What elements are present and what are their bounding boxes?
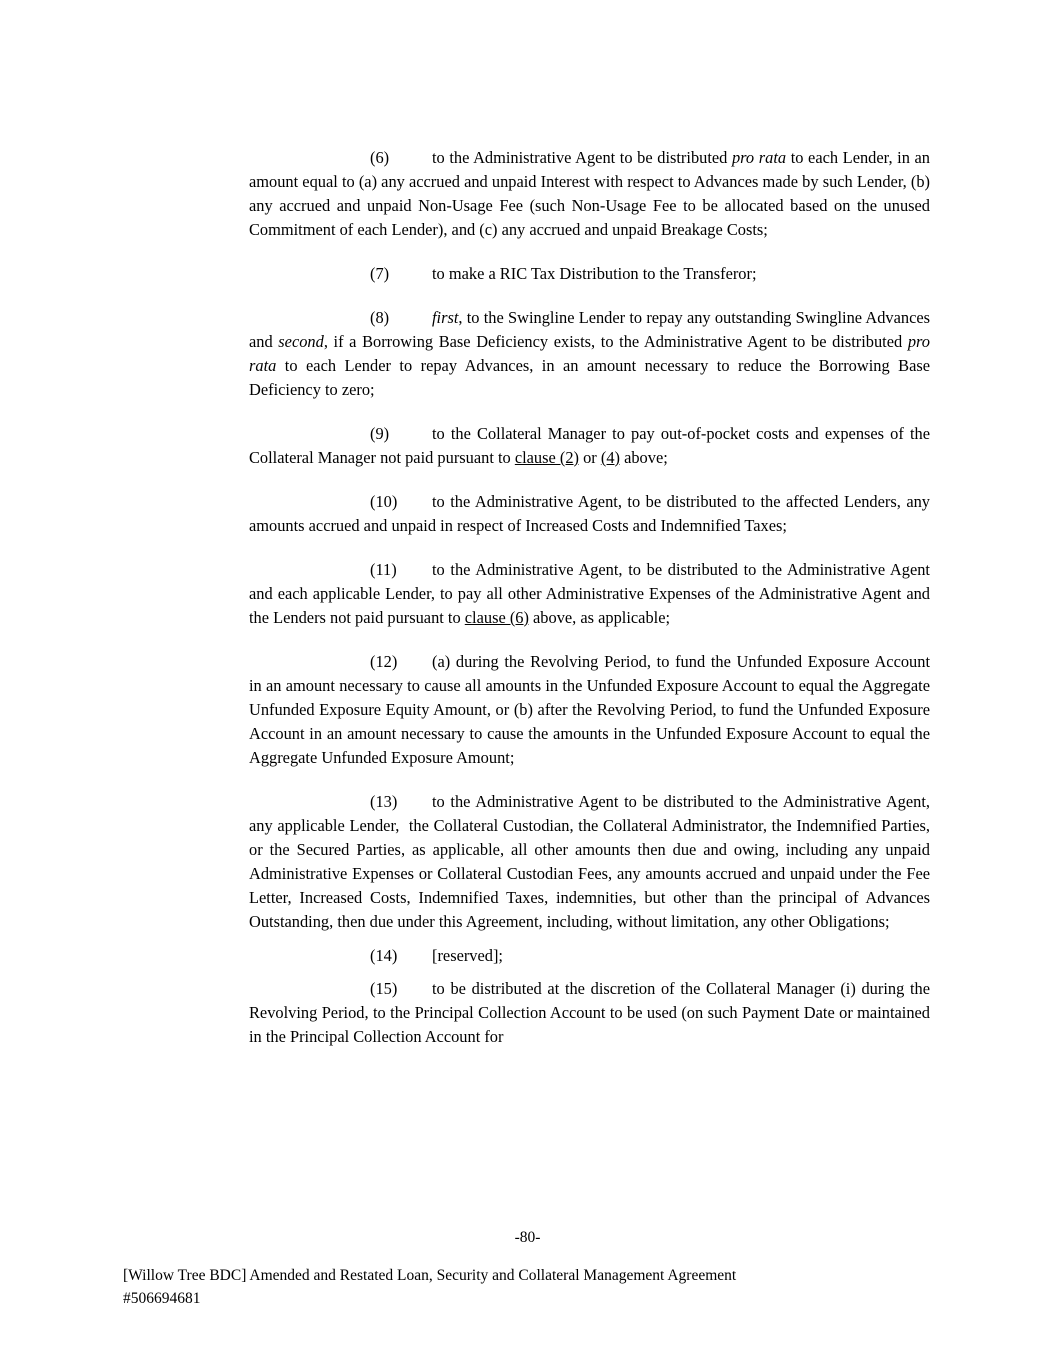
document-footer: [123, 1265, 973, 1310]
text-segment: above, as applicable;: [528, 608, 671, 627]
footer-reference-number: #506694681: [123, 1289, 201, 1307]
page-number: -80-: [514, 1229, 541, 1246]
paragraph-number: (9): [370, 424, 390, 443]
text-segment: first: [432, 308, 459, 327]
text-segment: to be distributed at the discretion of the Collateral Manager (i) during the Revolving Period, to the Principal Collection Account to be used (on such Payment Date or maintained in the Principal Collection Account for: [249, 979, 930, 1046]
text-segment: or: [579, 448, 601, 467]
paragraph-8: [249, 306, 930, 402]
text-segment: above;: [619, 448, 668, 467]
paragraph-12: [249, 650, 930, 770]
footer-title: [Willow Tree BDC] Amended and Restated Loan, Security and Collateral Management Agreement: [123, 1267, 737, 1284]
text-segment: to the Administrative Agent, to be distributed to the affected Lenders, any amounts accrued and unpaid in respect of Increased Costs and Indemnified Taxes;: [249, 492, 930, 535]
text-segment: second: [278, 332, 324, 351]
paragraph-number: (14): [370, 946, 398, 965]
paragraph-number: (12): [370, 652, 398, 671]
text-segment: , to the Swingline Lender to repay any outstanding Swingline Advances and: [249, 308, 930, 351]
paragraph-13: [249, 790, 930, 934]
text-segment: pro rata: [249, 332, 930, 375]
paragraph-11: [249, 558, 930, 630]
text-segment: [reserved];: [432, 946, 503, 965]
paragraph-14: [249, 944, 930, 968]
paragraph-number: (6): [370, 148, 390, 167]
text-segment: to each Lender, in an amount equal to (a) any accrued and unpaid Interest with respect to Advances made by such Lender, (b) any accrued and unpaid Non-Usage Fee (such Non-Usage Fee to be allocated based on the unused Commitment of each Lender), and (c) any accrued and unpaid Breakage Costs;: [249, 148, 930, 239]
text-segment: to the Administrative Agent, to be distributed to the Administrative Agent and each applicable Lender, to pay all other Administrative Expenses of the Administrative Agent and the Lenders not paid pursuant to: [249, 560, 930, 627]
paragraph-6: [249, 146, 930, 242]
text-segment: to make a RIC Tax Distribution to the Transferor;: [432, 264, 757, 283]
cross-reference: clause (2): [514, 448, 579, 467]
text-segment: to the Collateral Manager to pay out-of-pocket costs and expenses of the Collateral Manager not paid pursuant to: [249, 424, 930, 467]
paragraph-9: [249, 422, 930, 470]
text-segment: , if a Borrowing Base Deficiency exists, to the Administrative Agent to be distributed: [323, 332, 908, 351]
text-segment: to each Lender to repay Advances, in an amount necessary to reduce the Borrowing Base Deficiency to zero;: [249, 356, 930, 399]
document-body: [249, 146, 930, 1049]
paragraph-number: (8): [370, 308, 390, 327]
text-segment: to the Administrative Agent to be distributed: [432, 148, 732, 167]
paragraph-number: (13): [370, 792, 398, 811]
text-segment: (a) during the Revolving Period, to fund the Unfunded Exposure Account in an amount necessary to cause all amounts in the Unfunded Exposure Account to equal the Aggregate Unfunded Exposure Equity Amount, or (b) after the Revolving Period, to fund the Unfunded Exposure Account in an amount necessary to cause the amounts in the Unfunded Exposure Account to equal the Aggregate Unfunded Exposure Amount;: [249, 652, 930, 767]
paragraph-7: [249, 262, 930, 286]
cross-reference: (4): [600, 448, 620, 467]
text-segment: pro rata: [731, 148, 787, 167]
cross-reference: clause (6): [464, 608, 529, 627]
paragraph-number: (10): [370, 492, 398, 511]
paragraph-number: (11): [370, 560, 397, 579]
paragraph-10: [249, 490, 930, 538]
text-segment: to the Administrative Agent to be distributed to the Administrative Agent, any applicable Lender, the Collateral Custodian, the Collateral Administrator, the Indemnified Parties, or the Secured Parties, as applicable, all other amounts then due and owing, including any unpaid Administrative Expenses or Collateral Custodian Fees, any amounts accrued and unpaid under the Fee Letter, Increased Costs, Indemnified Taxes, indemnities, but other than the principal of Advances Outstanding, then due under this Agreement, including, without limitation, any other Obligations;: [249, 792, 930, 931]
paragraph-number: (15): [370, 979, 398, 998]
paragraph-15: [249, 977, 930, 1049]
paragraph-number: (7): [370, 264, 390, 283]
